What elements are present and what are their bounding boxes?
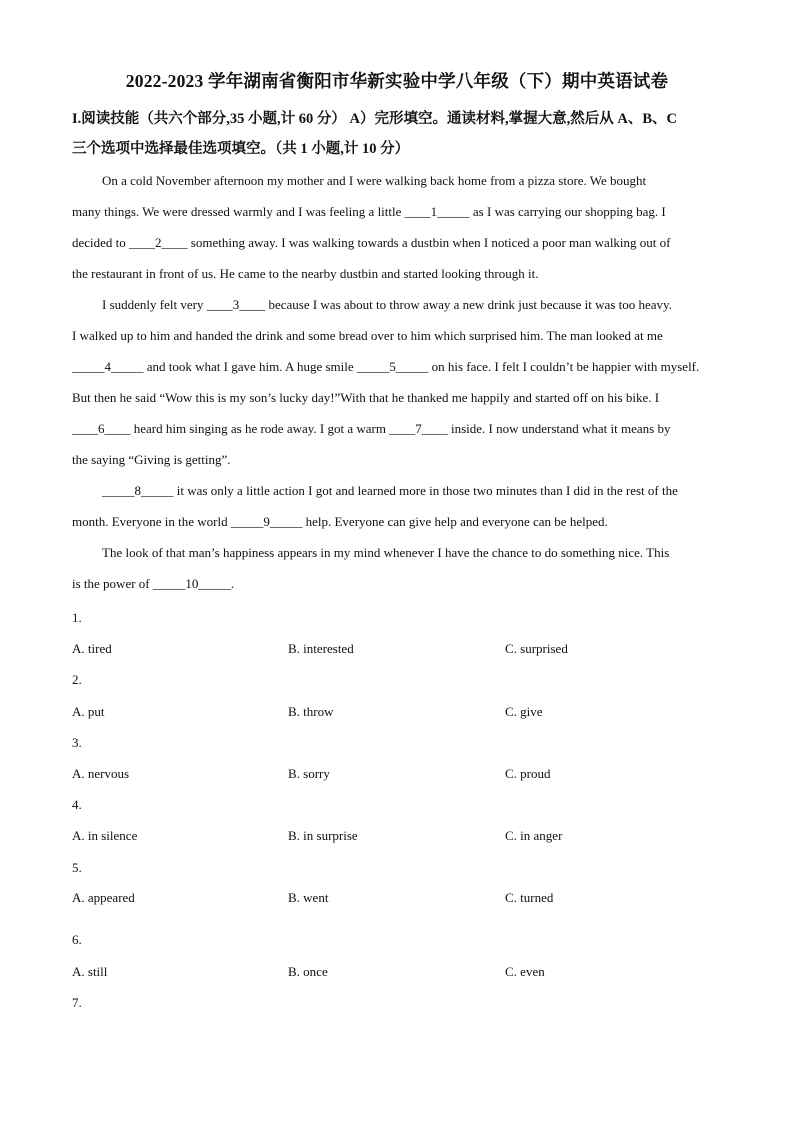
passage-text: it was only a little action I got and learned more in those two minutes than I did in the rest of the <box>173 483 678 498</box>
passage-text: something away. I was walking towards a dustbin when I noticed a poor man walking out of <box>187 235 671 250</box>
passage-text: inside. I now understand what it means by <box>447 421 671 436</box>
option-a[interactable]: A. nervous <box>72 766 130 781</box>
option-c[interactable]: C. give <box>505 704 543 719</box>
question-number: 6. <box>72 932 82 947</box>
question-number: 5. <box>72 860 82 875</box>
question-number: 7. <box>72 995 82 1010</box>
passage-line <box>72 475 732 506</box>
section-line-1: I.阅读技能（共六个部分,35 小题,计 60 分） A）完形填空。通读材料,掌握大意,然后从 A、B、C <box>72 111 677 127</box>
passage-line <box>72 320 732 351</box>
blank-7: ____7____ <box>389 421 448 436</box>
passage-text: I walked up to him and handed the drink and some bread over to him which surprised him. The man looked at me <box>72 328 663 343</box>
passage-text: the saying “Giving is getting”. <box>72 452 231 467</box>
passage-text: as I was carrying our shopping bag. I <box>469 204 666 219</box>
passage-text: The look of that man’s happiness appears in my mind whenever I have the chance to do something nice. This <box>102 545 670 560</box>
passage-text: help. Everyone can give help and everyone can be helped. <box>302 514 608 529</box>
passage-line <box>72 258 732 289</box>
blank-4: _____4_____ <box>72 359 144 374</box>
blank-1: ____1_____ <box>404 204 470 219</box>
passage-text: on his face. I felt I couldn’t be happier with myself. <box>428 359 700 374</box>
passage-text: month. Everyone in the world <box>72 514 231 529</box>
passage-line <box>72 413 732 444</box>
blank-5: _____5_____ <box>356 359 429 374</box>
passage-line <box>72 444 732 475</box>
passage-text: But then he said “Wow this is my son’s lucky day!”With that he thanked me happily and started off on his bike. I <box>72 390 660 405</box>
blank-2: ____2____ <box>129 235 188 250</box>
passage-line <box>72 351 732 382</box>
passage-line <box>72 289 732 320</box>
option-c[interactable]: C. surprised <box>505 641 568 656</box>
question-number: 4. <box>72 797 82 812</box>
passage-line <box>72 537 732 568</box>
passage-text: decided to <box>72 235 130 250</box>
passage-text: because I was about to throw away a new drink just because it was too heavy. <box>265 297 672 312</box>
blank-9: _____9_____ <box>230 514 303 529</box>
passage-line <box>72 227 732 258</box>
option-b[interactable]: B. in surprise <box>288 828 358 843</box>
blank-8: _____8_____ <box>102 483 174 498</box>
question-number: 3. <box>72 735 82 750</box>
option-a[interactable]: A. tired <box>72 641 112 656</box>
option-a[interactable]: A. still <box>72 964 108 979</box>
option-b[interactable]: B. went <box>288 890 329 905</box>
option-b[interactable]: B. sorry <box>288 766 330 781</box>
passage-line <box>72 506 732 537</box>
option-a[interactable]: A. put <box>72 704 105 719</box>
section-instructions <box>72 104 752 164</box>
blank-10: _____10_____ <box>152 576 231 591</box>
page-title: 2022-2023 学年湖南省衡阳市华新实验中学八年级（下）期中英语试卷 <box>125 71 669 91</box>
passage-text: is the power of <box>72 576 153 591</box>
section-line-2: 三个选项中选择最佳选项填空。（共 1 小题,计 10 分） <box>72 141 410 157</box>
option-b[interactable]: B. interested <box>288 641 354 656</box>
passage-line <box>72 382 732 413</box>
passage-line <box>72 165 732 196</box>
blank-6: ____6____ <box>72 421 131 436</box>
option-c[interactable]: C. turned <box>505 890 554 905</box>
blank-3: ____3____ <box>206 297 266 312</box>
passage-text: many things. We were dressed warmly and I was feeling a little <box>72 204 405 219</box>
passage-text: I suddenly felt very <box>102 297 207 312</box>
option-c[interactable]: C. even <box>505 964 545 979</box>
option-b[interactable]: B. throw <box>288 704 334 719</box>
passage-text: On a cold November afternoon my mother and I were walking back home from a pizza store. We bought <box>102 173 647 188</box>
passage-line <box>72 196 732 227</box>
question-number: 1. <box>72 610 82 625</box>
option-b[interactable]: B. once <box>288 964 328 979</box>
passage-text: . <box>230 576 235 591</box>
passage-text: heard him singing as he rode away. I got a warm <box>130 421 390 436</box>
option-c[interactable]: C. in anger <box>505 828 563 843</box>
option-a[interactable]: A. appeared <box>72 890 135 905</box>
passage-line <box>72 568 732 599</box>
cloze-passage <box>72 165 732 599</box>
passage-text: and took what I gave him. A huge smile <box>143 359 357 374</box>
passage-text: the restaurant in front of us. He came to the nearby dustbin and started looking through it. <box>72 266 539 281</box>
option-c[interactable]: C. proud <box>505 766 551 781</box>
question-number: 2. <box>72 672 82 687</box>
option-a[interactable]: A. in silence <box>72 828 138 843</box>
